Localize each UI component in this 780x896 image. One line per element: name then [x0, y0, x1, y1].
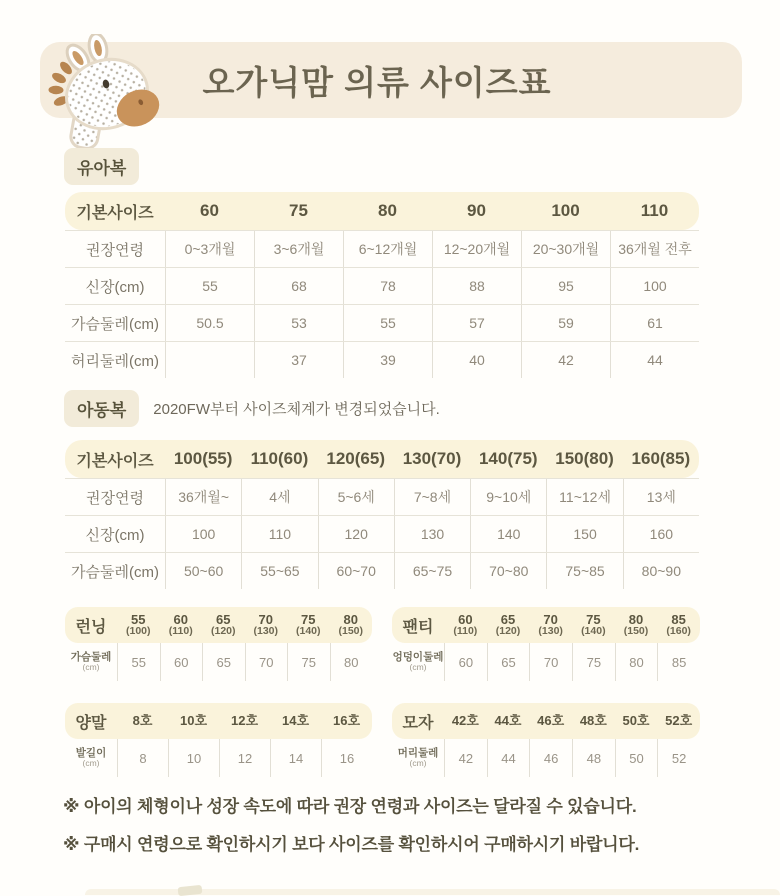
row-label: [65, 739, 117, 777]
table-row: [65, 552, 699, 589]
value-cell: 75: [572, 643, 615, 681]
value-cell: 100: [165, 516, 241, 552]
footer-notes: [63, 792, 743, 868]
value-cell: 75~85: [546, 553, 622, 589]
size-number: 50호: [622, 713, 650, 729]
value-cell: 12: [219, 739, 270, 777]
value-cell: 50~60: [165, 553, 241, 589]
size-header-cell: [615, 714, 658, 728]
table-row: [65, 478, 699, 515]
size-header-cell: 120(65): [326, 449, 385, 468]
row-label: 신장(cm): [85, 278, 145, 296]
size-header-cell: [487, 613, 530, 638]
value-cell: 11~12세: [546, 479, 622, 515]
section-label-infant: 유아복: [64, 148, 139, 185]
value-cell: 40: [432, 342, 521, 378]
small-table-title: 팬티: [402, 618, 434, 636]
size-number: 80: [343, 611, 358, 627]
value-cell: 3~6개월: [254, 231, 343, 267]
size-header-cell: [270, 714, 321, 728]
value-cell: 70: [529, 643, 572, 681]
small-table-title: 양말: [75, 714, 107, 732]
size-header-cell: [487, 714, 530, 728]
size-header-cell: [572, 613, 615, 638]
size-equivalent: (160): [666, 625, 691, 638]
small-tables-row-2: [65, 703, 700, 777]
value-cell: 7~8세: [394, 479, 470, 515]
row-label: 권장연령: [86, 489, 144, 507]
value-cell: 39: [343, 342, 432, 378]
value-cell: 140: [470, 516, 546, 552]
value-cell: 36개월 전후: [610, 231, 699, 267]
value-cell: 80: [615, 643, 658, 681]
size-header-label: 기본사이즈: [76, 204, 154, 222]
size-equivalent: (110): [453, 625, 478, 638]
size-header-cell: [160, 613, 203, 638]
value-cell: 13세: [623, 479, 699, 515]
kids-size-change-note: 2020FW부터 사이즈체계가 변경되었습니다.: [153, 401, 440, 418]
value-cell: 95: [521, 268, 610, 304]
small-table-row: [392, 643, 700, 681]
value-cell: 60: [444, 643, 487, 681]
small-table-row: [65, 643, 372, 681]
value-cell: 6~12개월: [343, 231, 432, 267]
size-number: 85: [671, 611, 686, 627]
size-number: 12호: [230, 713, 259, 729]
small-table-header-row: [65, 703, 372, 739]
size-number: 48호: [579, 713, 607, 729]
note-line: ※ 구매시 연령으로 확인하시기 보다 사이즈를 확인하시어 구매하시기 바랍니다.: [63, 835, 640, 854]
value-cell: 10: [168, 739, 219, 777]
value-cell: 5~6세: [318, 479, 394, 515]
size-equivalent: (100): [125, 625, 151, 638]
size-header-cell: [657, 613, 700, 638]
row-label: [65, 643, 117, 681]
size-number: 8호: [132, 713, 153, 729]
size-header-cell: 90: [467, 201, 486, 220]
size-header-cell: 150(80): [555, 449, 614, 468]
value-cell: 8: [117, 739, 168, 777]
value-cell: 55: [117, 643, 160, 681]
size-number: 65: [216, 611, 231, 627]
table-row: [65, 230, 699, 267]
size-header-cell: [287, 613, 330, 638]
small-table-title: 모자: [402, 714, 434, 732]
measure-label: 가슴둘레: [70, 650, 112, 663]
size-number: 65: [500, 611, 516, 627]
row-label: 가슴둘레(cm): [71, 563, 159, 581]
value-cell: 88: [432, 268, 521, 304]
size-number: 10호: [179, 713, 208, 729]
size-header-cell: 110: [640, 201, 669, 220]
size-equivalent: (110): [168, 625, 193, 638]
size-number: 52호: [665, 713, 693, 729]
table-row: [65, 267, 699, 304]
small-table-header-row: [65, 607, 372, 643]
size-header-cell: 160(85): [631, 449, 691, 468]
measure-unit: (cm): [409, 662, 427, 673]
note-line: ※ 아이의 체형이나 성장 속도에 따라 권장 연령과 사이즈는 달라질 수 있습니다.: [63, 797, 637, 816]
value-cell: 65: [487, 643, 530, 681]
value-cell: 44: [487, 739, 530, 777]
size-number: 55: [131, 611, 146, 627]
size-header-cell: [117, 613, 160, 638]
value-cell: 78: [343, 268, 432, 304]
infant-size-table: [65, 192, 699, 378]
value-cell: 120: [318, 516, 394, 552]
size-number: 44호: [494, 713, 522, 729]
section-label-kids: 아동복: [64, 390, 139, 427]
size-equivalent: (140): [581, 625, 606, 638]
value-cell: 70~80: [470, 553, 546, 589]
size-number: 60: [173, 611, 188, 627]
value-cell: 50.5: [165, 305, 254, 341]
size-header-cell: [572, 714, 615, 728]
value-cell: 65~75: [394, 553, 470, 589]
size-header-cell: 130(70): [402, 449, 462, 468]
value-cell: 75: [287, 643, 330, 681]
size-header-cell: 100: [551, 201, 580, 220]
running-size-table: [65, 607, 372, 681]
value-cell: [165, 342, 254, 378]
measure-unit: (cm): [82, 758, 100, 769]
small-tables-row-1: [65, 607, 700, 681]
size-header-cell: [168, 714, 219, 728]
hat-size-table: [392, 703, 700, 777]
value-cell: 85: [657, 643, 700, 681]
value-cell: 80~90: [623, 553, 699, 589]
size-header-cell: [615, 613, 658, 638]
size-header-cell: 80: [378, 201, 397, 220]
size-header-cell: 100(55): [173, 449, 233, 468]
size-equivalent: (120): [210, 625, 236, 638]
value-cell: 44: [610, 342, 699, 378]
socks-size-table: [65, 703, 372, 777]
size-number: 14호: [281, 713, 310, 729]
value-cell: 110: [241, 516, 317, 552]
size-header-cell: [321, 714, 372, 728]
row-label: 신장(cm): [85, 526, 145, 544]
row-label: 가슴둘레(cm): [71, 315, 159, 333]
size-header-cell: [529, 714, 572, 728]
size-equivalent: (150): [623, 625, 649, 638]
small-table-header-row: [392, 607, 700, 643]
size-header-cell: 60: [200, 201, 219, 220]
size-number: 46호: [537, 713, 565, 729]
size-number: 80: [628, 611, 644, 627]
row-label: 권장연령: [86, 241, 144, 259]
size-header-cell: 110(60): [250, 449, 309, 468]
value-cell: 60: [160, 643, 203, 681]
value-cell: 57: [432, 305, 521, 341]
size-number: 60: [458, 611, 473, 627]
measure-label: 엉덩이둘레: [392, 650, 444, 663]
value-cell: 150: [546, 516, 622, 552]
value-cell: 52: [657, 739, 700, 777]
size-number: 16호: [332, 713, 361, 729]
size-number: 42호: [451, 713, 479, 729]
size-header-cell: 75: [289, 201, 308, 220]
value-cell: 16: [321, 739, 372, 777]
size-header-cell: [117, 714, 168, 728]
value-cell: 9~10세: [470, 479, 546, 515]
size-header-cell: [202, 613, 245, 638]
row-label: [392, 739, 444, 777]
value-cell: 55~65: [241, 553, 317, 589]
size-number: 75: [586, 611, 601, 627]
size-header-cell: [529, 613, 572, 638]
value-cell: 70: [245, 643, 288, 681]
size-equivalent: (130): [538, 625, 563, 638]
size-header-cell: [444, 714, 487, 728]
value-cell: 46: [529, 739, 572, 777]
value-cell: 100: [610, 268, 699, 304]
size-number: 70: [258, 611, 273, 627]
value-cell: 36개월~: [165, 479, 241, 515]
value-cell: 20~30개월: [521, 231, 610, 267]
value-cell: 42: [444, 739, 487, 777]
value-cell: 59: [521, 305, 610, 341]
value-cell: 65: [202, 643, 245, 681]
row-label: 허리둘레(cm): [71, 352, 159, 370]
value-cell: 42: [521, 342, 610, 378]
size-equivalent: (120): [495, 625, 521, 638]
value-cell: 130: [394, 516, 470, 552]
measure-unit: (cm): [409, 758, 427, 769]
small-table-header-row: [392, 703, 700, 739]
panty-size-table: [392, 607, 700, 681]
value-cell: 4세: [241, 479, 317, 515]
giraffe-mascot-icon: [44, 34, 162, 148]
value-cell: 160: [623, 516, 699, 552]
size-header-cell: [657, 714, 700, 728]
value-cell: 0~3개월: [165, 231, 254, 267]
size-header-cell: [219, 714, 270, 728]
value-cell: 14: [270, 739, 321, 777]
value-cell: 55: [343, 305, 432, 341]
size-equivalent: (150): [338, 625, 363, 638]
size-header-cell: [444, 613, 487, 638]
size-header-cell: 140(75): [478, 449, 538, 468]
small-table-row: [392, 739, 700, 777]
size-header-label: 기본사이즈: [76, 452, 154, 470]
value-cell: 53: [254, 305, 343, 341]
size-number: 75: [301, 611, 316, 627]
size-number: 70: [543, 611, 558, 627]
size-equivalent: (130): [253, 625, 278, 638]
table-row: [65, 304, 699, 341]
value-cell: 37: [254, 342, 343, 378]
value-cell: 12~20개월: [432, 231, 521, 267]
size-equivalent: (140): [295, 625, 321, 638]
table-row: [65, 341, 699, 378]
table-header-row: [65, 192, 699, 230]
kids-size-table: [65, 440, 699, 589]
value-cell: 61: [610, 305, 699, 341]
size-header-cell: [330, 613, 373, 638]
page-title: 오가닉맘 의류 사이즈표: [202, 63, 552, 101]
table-header-row: [65, 440, 699, 478]
value-cell: 68: [254, 268, 343, 304]
measure-label: 머리둘레: [397, 746, 439, 759]
value-cell: 60~70: [318, 553, 394, 589]
small-table-row: [65, 739, 372, 777]
table-row: [65, 515, 699, 552]
measure-label: 발길이: [75, 746, 107, 759]
measure-unit: (cm): [82, 662, 100, 673]
value-cell: 48: [572, 739, 615, 777]
size-header-cell: [245, 613, 288, 638]
row-label: [392, 643, 444, 681]
small-table-title: 런닝: [75, 618, 107, 636]
value-cell: 55: [165, 268, 254, 304]
value-cell: 50: [615, 739, 658, 777]
value-cell: 80: [330, 643, 373, 681]
